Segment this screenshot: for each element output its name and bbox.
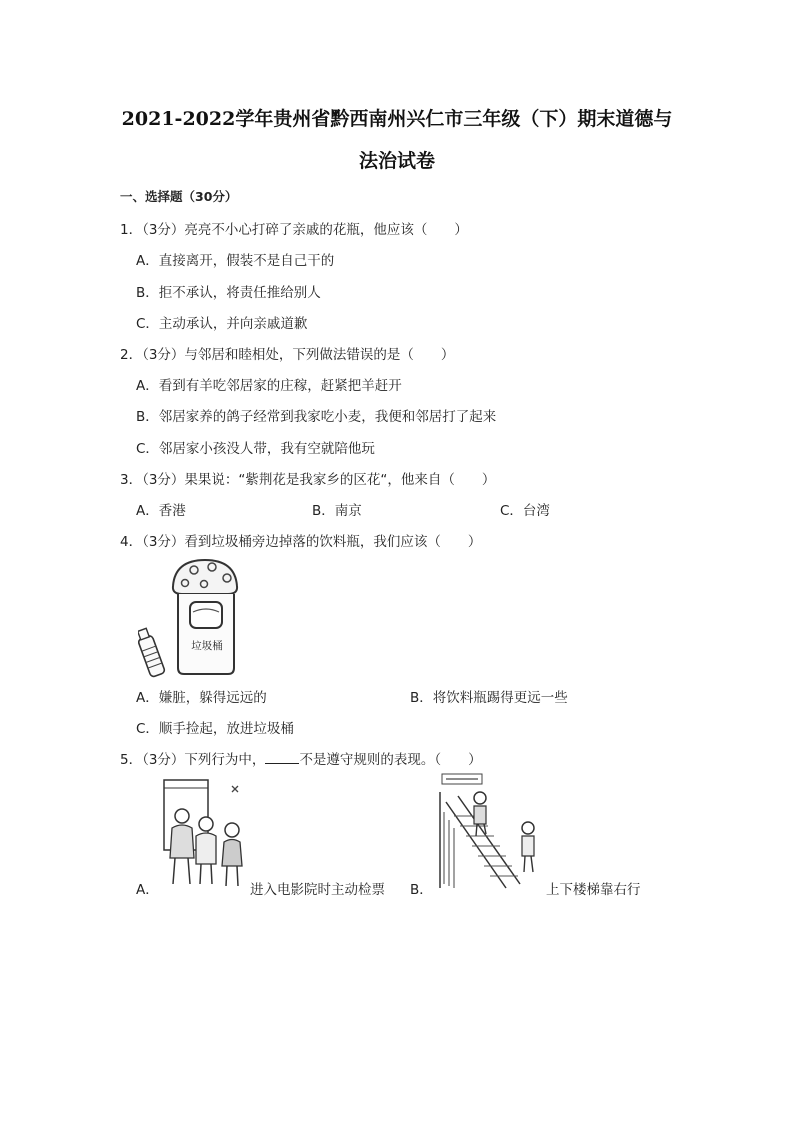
question-1-option-c: C．主动承认，并向亲戚道歉 [136, 316, 308, 332]
question-3-option-c: C．台湾 [500, 503, 550, 519]
question-3-option-b: B．南京 [312, 503, 362, 519]
question-1-option-b: B．拒不承认，将责任推给别人 [136, 285, 321, 301]
question-4-option-c: C．顺手捡起，放进垃圾桶 [136, 721, 294, 737]
stairs-illustration [436, 772, 544, 890]
question-5-option-a-text: 进入电影院时主动检票 [250, 882, 385, 898]
question-5-stem [120, 748, 482, 768]
page-title-line-1: 2021-2022学年贵州省黔西南州兴仁市三年级（下）期末道德与 [121, 108, 673, 130]
question-1-option-a: A．直接离开，假装不是自己干的 [136, 253, 335, 269]
page-title-line-2: 法治试卷 [358, 150, 435, 172]
question-5-stem-suffix: 不是遵守规则的表现。（ ） [299, 752, 482, 768]
question-2-option-a: A．看到有羊吃邻居家的庄稼，赶紧把羊赶开 [136, 378, 402, 394]
question-5-option-a-letter: A． [136, 882, 159, 898]
question-5-stem-prefix: 5．（3分）下列行为中， [120, 752, 266, 768]
question-5-option-b-text: 上下楼梯靠右行 [546, 882, 641, 898]
question-4-option-a: A．嫌脏，躲得远远的 [136, 690, 267, 706]
question-1-stem: 1．（3分）亮亮不小心打碎了亲戚的花瓶，他应该（ ） [120, 222, 468, 238]
trash-bin-label: 垃圾桶 [191, 640, 223, 652]
question-4-option-b: B．将饮料瓶踢得更远一些 [410, 690, 568, 706]
trash-bin-illustration [138, 556, 248, 681]
section-heading: 一、选择题（30分） [120, 189, 238, 204]
answer-blank [265, 751, 299, 764]
question-4-stem: 4．（3分）看到垃圾桶旁边掉落的饮料瓶，我们应该（ ） [120, 534, 482, 550]
question-2-option-b: B．邻居家养的鸽子经常到我家吃小麦，我便和邻居打了起来 [136, 409, 497, 425]
trash-bin-icon [138, 556, 248, 681]
stairs-people-icon [436, 772, 544, 890]
cinema-ticket-illustration [160, 774, 248, 890]
question-3-option-a: A．香港 [136, 503, 186, 519]
question-2-stem: 2．（3分）与邻居和睦相处，下列做法错误的是（ ） [120, 347, 455, 363]
question-3-stem: 3．（3分）果果说：“紫荆花是我家乡的区花“，他来自（ ） [120, 472, 496, 488]
question-5-option-b-letter: B． [410, 882, 433, 898]
question-2-option-c: C．邻居家小孩没人带，我有空就陪他玩 [136, 441, 375, 457]
cinema-people-icon [160, 774, 248, 890]
